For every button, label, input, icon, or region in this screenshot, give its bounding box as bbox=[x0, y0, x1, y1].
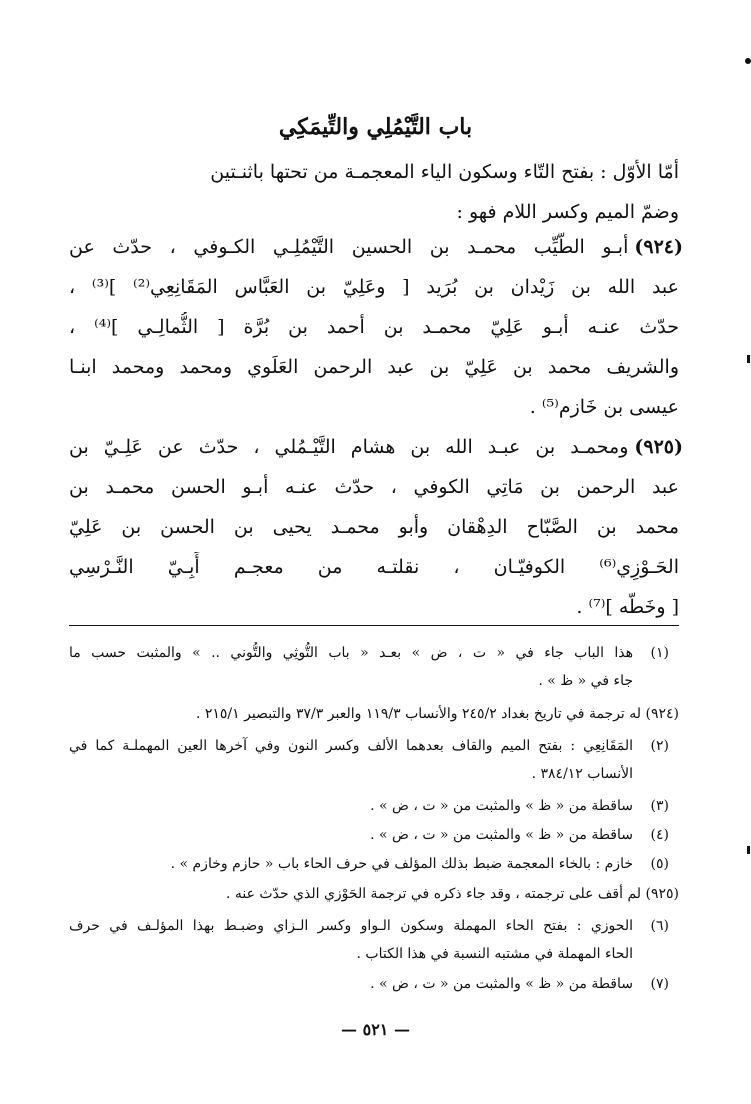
body-line-8: (٩٢٥)ومحمـد بن عبـد الله بن هشام التَّيْـمُلي ، حدّث عن عَلِـيّ بن bbox=[69, 436, 683, 458]
body-line-12: [ وخَطّه ]⁽⁷⁾ . bbox=[576, 596, 679, 618]
footnote-7: (٧)ساقطة من « ظ » والمثبت من « ت ، ض » . bbox=[370, 976, 669, 992]
body-line-5: حدّث عنـه أبـو عَلِيّ محمـد بن أحمد بن بُرَّة [ الثُّمالِـي ]⁽⁴⁾ ، bbox=[69, 316, 679, 338]
footnote-2: (٢)المَقَانِعِي : بفتح الميم والقاف بعدهما الألف وكسر النون وفي آخرها العين المهملـة كما في bbox=[69, 738, 669, 754]
footnote-4: (٤)ساقطة من « ظ » والمثبت من « ت ، ض » . bbox=[370, 827, 669, 843]
footnote-3: (٣)ساقطة من « ظ » والمثبت من « ت ، ض » . bbox=[370, 798, 669, 814]
body-line-1: أمّا الأوّل : بفتح التّاء وسكون الياء المعجمـة من تحتها باثنـتين bbox=[210, 161, 679, 183]
body-line-11: الحَـوْزِي⁽⁶⁾ الكوفيّـان ، نقلتـه من معجـم أَبِـيّ النَّـرْسِي bbox=[69, 556, 679, 578]
body-line-3: (٩٢٤)أبـو الطَّيِّب محمـد بن الحسين التَّيْمُلِـي الكـوفي ، حدّث عن bbox=[69, 236, 683, 258]
footnote-925: (٩٢٥) لم أقف على ترجمته ، وقد جاء ذكره في ترجمة الحَوْزي الذي حدّث عنه . bbox=[225, 886, 679, 902]
body-line-4: عبد الله بن زَيْدان بن بُرَيد [ وعَلِيّ بن العَبَّاس المَقَانِعِي⁽²⁾ ]⁽³⁾ ، bbox=[69, 276, 679, 298]
footnote-separator bbox=[69, 625, 679, 626]
body-line-10: محمد بن الصَّبّاح الدِهْقان وأبو محمـد يحيى بن الحسن بن عَلِيّ bbox=[69, 516, 679, 538]
scan-mark-middle bbox=[747, 355, 750, 363]
scan-mark-top bbox=[745, 58, 751, 64]
footnote-2-cont: الأنساب ٣٨٤/١٢ . bbox=[531, 766, 633, 782]
entry-number-925: (٩٢٥) bbox=[634, 436, 683, 458]
body-line-9: عبد الرحمن بن مَاتِي الكوفي ، حدّث عنـه أبـو الحسن محمـد بن bbox=[69, 476, 679, 498]
body-line-7: عيسى بن خَازم⁽⁵⁾ . bbox=[529, 396, 679, 418]
body-line-6: والشريف محمد بن عَلِيّ بن عبد الرحمن العَلَوي ومحمد ومحمد ابنـا bbox=[69, 356, 679, 378]
entry-number-924: (٩٢٤) bbox=[634, 236, 683, 258]
chapter-heading: باب التَّيْمُلِي والتِّيمَكِي bbox=[278, 114, 473, 140]
footnote-1: (١)هذا الباب جاء في « ت ، ض » بعـد « باب التُّوثِي والتُّوني .. » والمثبت حسب ما bbox=[69, 645, 669, 661]
footnote-5: (٥)خازم : بالخاء المعجمة ضبط بذلك المؤلف في حرف الحاء باب « حازم وخازم » . bbox=[170, 856, 669, 872]
footnote-924: (٩٢٤) له ترجمة في تاريخ بغداد ٢٤٥/٢ والأنساب ١١٩/٣ والعبر ٣٧/٣ والتبصير ٢١٥/١ . bbox=[195, 706, 679, 722]
page-number: — ٥٢١ — bbox=[341, 1020, 410, 1039]
scan-mark-bottom bbox=[747, 846, 750, 854]
footnote-6-cont: الحاء المهملة في مشتبه النسبة في هذا الكتاب . bbox=[356, 946, 633, 962]
body-line-2: وضمّ الميم وكسر اللام فهو : bbox=[456, 201, 679, 223]
footnote-6: (٦)الحوزي : بفتح الحاء المهملة وسكون الـواو وكسر الـزاي وضبـط بهذا المؤلـف في حرف bbox=[69, 918, 669, 934]
footnote-1-cont: جاء في « ظ » . bbox=[538, 673, 633, 689]
